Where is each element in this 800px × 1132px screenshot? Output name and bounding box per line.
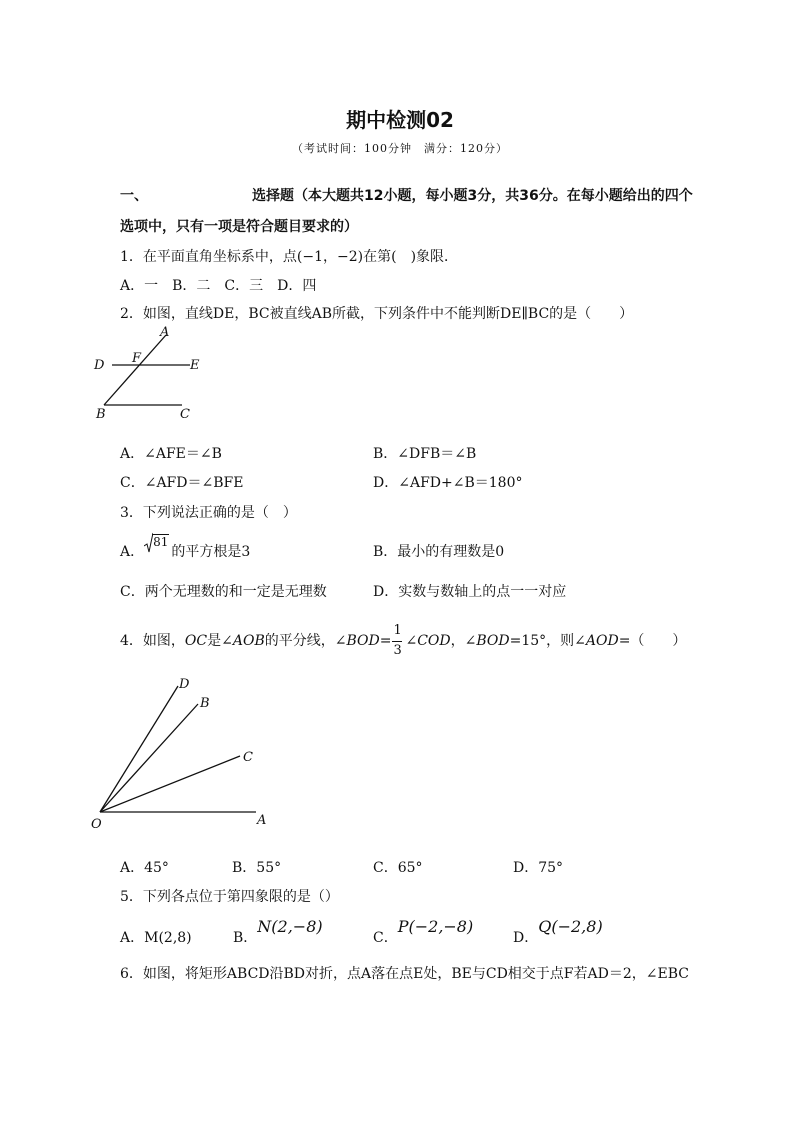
label-f: F [132,351,142,366]
q4-bod: BOD [346,633,380,649]
question-2-option-d: D．∠AFD+∠B＝180° [373,475,523,491]
point-q: Q(−2,8) [538,917,603,936]
question-2-stem: 2．如图，直线DE，BC被直线AB所截，下列条件中不能判断DE∥BC的是（ ） [120,306,634,322]
q4-text-b: 是∠ [207,633,233,649]
ray-ob [100,704,198,812]
q4-aob: AOB [232,633,265,649]
q4-text-h: =（ ） [618,633,687,649]
question-1-options: A．一 B．二 C．三 D．四 [120,278,317,294]
ray-od [100,686,178,812]
page-title: 期中检测02 [346,108,454,132]
question-3-option-b: B．最小的有理数是0 [373,544,505,560]
question-2-option-a: A．∠AFE＝∠B [120,446,222,462]
question-4-option-b: B．55° [232,860,282,876]
question-5-option-c [373,917,474,946]
question-4-option-a: A．45° [120,860,169,876]
label-a: A [257,813,267,828]
question-1-stem: 1．在平面直角坐标系中，点(−1，−2)在第( )象限． [120,249,459,265]
question-3-option-a [120,535,251,561]
ray-oc [100,756,240,812]
q4-text-f: ，∠ [450,633,477,649]
question-4-figure [88,672,278,832]
label-d: D [94,358,105,373]
question-5-option-a: A．M(2,8) [120,930,192,946]
label-a: A [160,325,170,340]
question-4-stem [120,623,687,658]
q4-bod-2: BOD [476,633,510,649]
option-a-text: 的平方根是3 [171,544,251,560]
exam-info: （考试时间：100分钟 满分：120分） [292,142,508,155]
q4-cod: COD [417,633,451,649]
question-5-stem: 5．下列各点位于第四象限的是（） [120,889,339,905]
label-b: B [96,407,106,422]
section-heading-line1: 选择题（本大题共12小题，每小题3分，共36分。在每小题给出的四个 [252,188,693,204]
q4-text-c: 的平分线，∠ [264,633,347,649]
label-b: B [200,696,210,711]
question-6-stem: 6．如图，将矩形ABCD沿BD对折，点A落在点E处，BE与CD相交于点F若AD＝2，∠EBC [120,966,689,982]
label-e: E [190,358,200,373]
question-2-figure [90,325,220,423]
q4-aod: AOD [585,633,619,649]
question-2-option-b: B．∠DFB＝∠B [373,446,477,462]
option-b-prefix: B． [233,930,258,946]
question-4-option-c: C．65° [373,860,423,876]
q4-oc: OC [184,633,208,649]
label-c: C [180,407,190,422]
sqrt-81 [144,535,169,560]
q4-text-g: =15°，则∠ [509,633,586,649]
fraction-bar [392,641,402,642]
section-heading-line2: 选项中，只有一项是符合题目要求的） [120,219,358,235]
line-ab [104,335,166,405]
question-4-option-d: D．75° [513,860,564,876]
label-d: D [179,677,190,692]
option-a-prefix: A． [120,544,145,560]
question-3-option-c: C．两个无理数的和一定是无理数 [120,584,327,600]
question-5-option-b [233,917,323,946]
section-number: 一、 [120,188,148,204]
point-p: P(−2,−8) [397,917,474,936]
fraction-numerator: 1 [393,623,402,638]
q4-text-e: ∠ [405,633,418,649]
label-c: C [243,750,253,765]
radicand: 81 [153,535,169,549]
question-2-option-c: C．∠AFD＝∠BFE [120,475,244,491]
q4-text-a: 4．如图， [120,633,185,649]
question-3-option-d: D．实数与数轴上的点一一对应 [373,584,567,600]
q4-text-d: = [379,633,392,649]
option-c-prefix: C． [373,930,398,946]
question-3-stem: 3．下列说法正确的是（ ） [120,505,297,521]
point-n: N(2,−8) [257,917,323,936]
label-o: O [91,817,102,832]
question-5-option-d [513,917,603,946]
fraction-denominator: 3 [393,643,402,658]
option-d-prefix: D． [513,930,539,946]
